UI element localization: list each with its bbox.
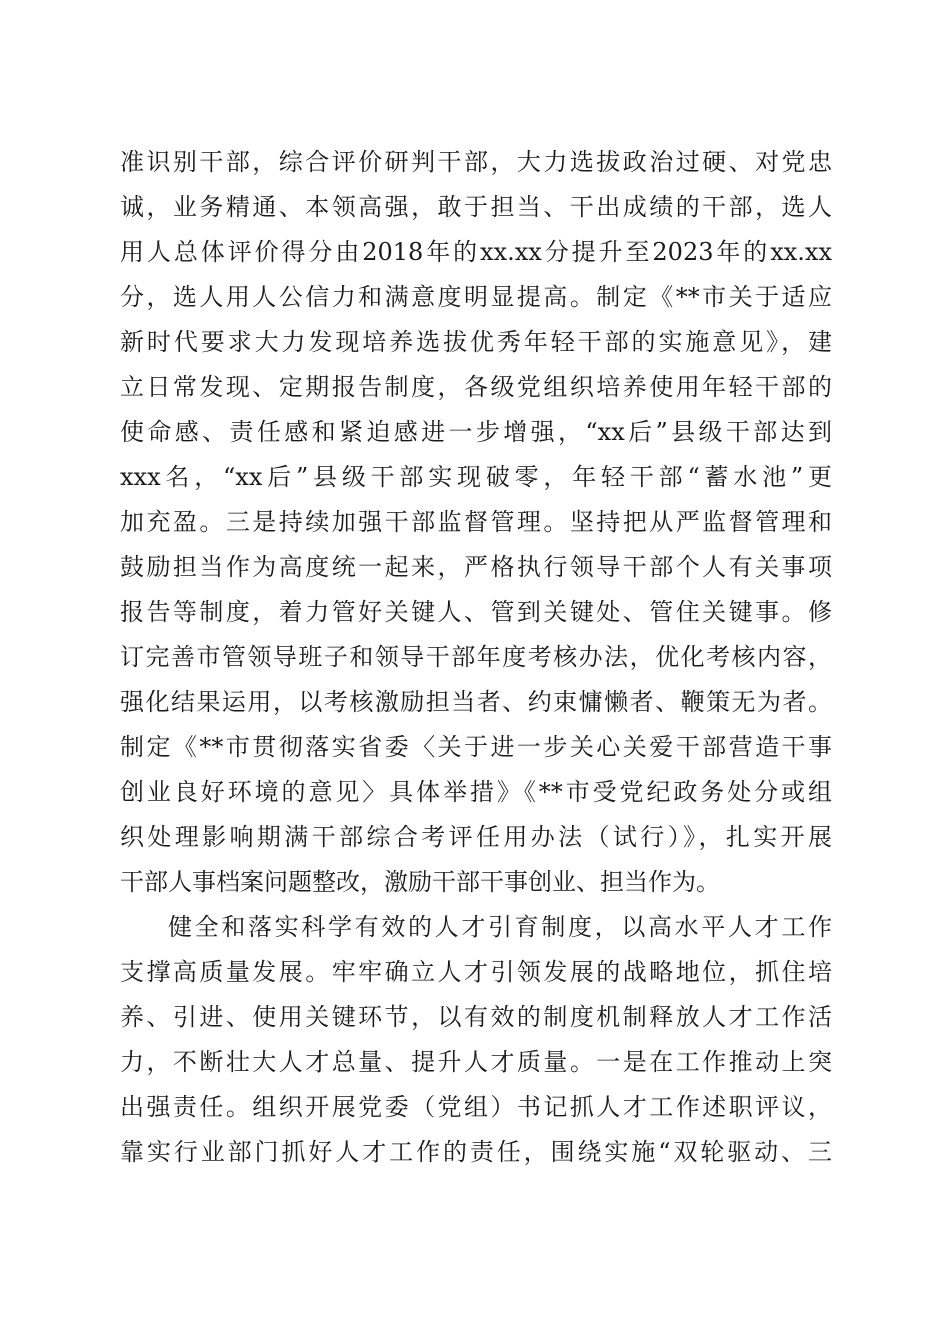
paragraph-1-line-2: 诚，业务精通、本领高强，敢于担当、干出成绩的干部，选人 [120,193,832,221]
paragraph-1-line-12: 订完善市管领导班子和领导干部年度考核办法，优化考核内容， [120,643,832,671]
paragraph-1-line-1: 准识别干部，综合评价研判干部，大力选拔政治过硬、对党忠 [120,148,832,176]
paragraph-2-line-1: 健全和落实科学有效的人才引育制度，以高水平人才工作 [168,913,832,941]
paragraph-1-line-6: 立日常发现、定期报告制度，各级党组织培养使用年轻干部的 [120,373,832,401]
paragraph-2-line-5: 出强责任。组织开展党委（党组）书记抓人才工作述职评议， [120,1093,832,1121]
paragraph-1-line-11: 报告等制度，着力管好关键人、管到关键处、管住关键事。修 [120,598,832,626]
paragraph-1-line-16: 织处理影响期满干部综合考评任用办法（试行）》，扎实开展 [120,823,832,851]
paragraph-2-line-4: 力，不断壮大人才总量、提升人才质量。一是在工作推动上突 [120,1048,832,1076]
paragraph-1-line-17: 干部人事档案问题整改，激励干部干事创业、担当作为。 [120,868,720,896]
paragraph-2-line-6: 靠实行业部门抓好人才工作的责任，围绕实施“双轮驱动、三 [120,1138,832,1166]
paragraph-1-line-14: 制定《**市贯彻落实省委〈关于进一步关心关爱干部营造干事 [120,733,832,761]
paragraph-1-line-7: 使命感、责任感和紧迫感进一步增强，“xx后”县级干部达到 [120,418,832,446]
paragraph-2-line-3: 养、引进、使用关键环节，以有效的制度机制释放人才工作活 [120,1003,832,1031]
paragraph-1-line-9: 加充盈。三是持续加强干部监督管理。坚持把从严监督管理和 [120,508,832,536]
paragraph-1-line-5: 新时代要求大力发现培养选拔优秀年轻干部的实施意见》，建 [120,328,832,356]
paragraph-1-line-4: 分，选人用人公信力和满意度明显提高。制定《**市关于适应 [120,283,832,311]
paragraph-2-line-2: 支撑高质量发展。牢牢确立人才引领发展的战略地位，抓住培 [120,958,832,986]
paragraph-1-line-15: 创业良好环境的意见〉具体举措》《**市受党纪政务处分或组 [120,778,832,806]
paragraph-1-line-3: 用人总体评价得分由2018年的xx.xx分提升至2023年的xx.xx [120,238,832,266]
paragraph-1-line-13: 强化结果运用，以考核激励担当者、约束慵懒者、鞭策无为者。 [120,688,832,716]
paragraph-1-line-8: xxx名，“xx后”县级干部实现破零，年轻干部“蓄水池”更 [120,463,832,491]
paragraph-1-line-10: 鼓励担当作为高度统一起来，严格执行领导干部个人有关事项 [120,553,832,581]
